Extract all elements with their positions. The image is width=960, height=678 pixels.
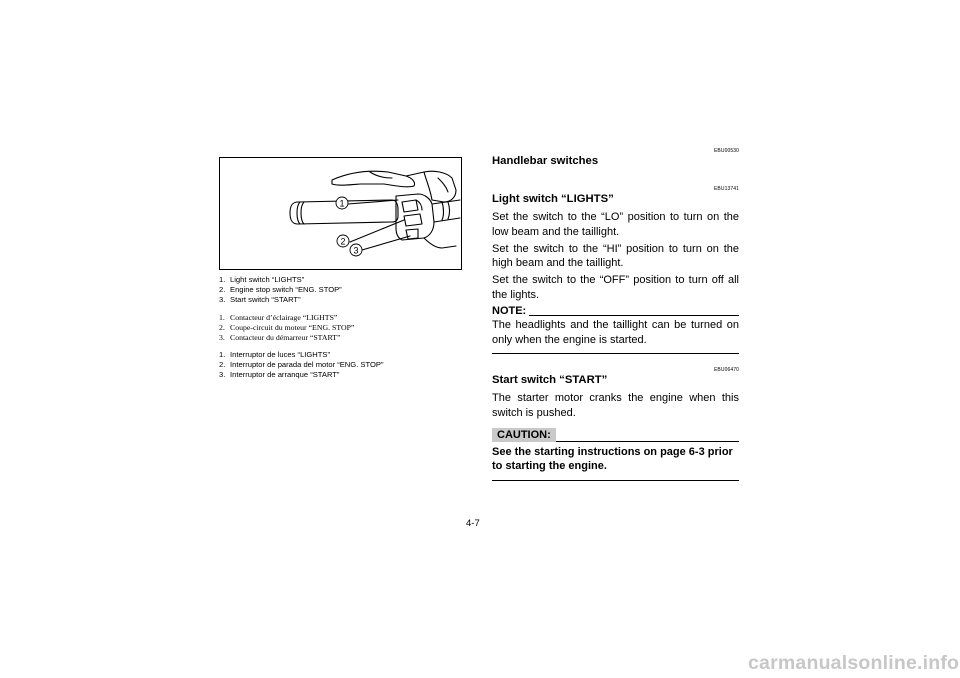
- caption-item: 2. Coupe-circuit du moteur “ENG. STOP”: [219, 323, 355, 332]
- watermark: carmanualsonline.info: [748, 652, 960, 674]
- caption-text: Interruptor de arranque “START”: [230, 370, 340, 379]
- caution-end-rule: [492, 480, 739, 481]
- section-code: EBU06470: [714, 367, 739, 373]
- note-text: The headlights and the taillight can be turned on only when the engine is started.: [492, 318, 739, 346]
- caution-header: [492, 428, 739, 442]
- section-title: Light switch “LIGHTS”: [492, 193, 614, 205]
- caption-text: Start switch “START”: [230, 295, 301, 304]
- caption-item: 1. Interruptor de luces “LIGHTS”: [219, 350, 331, 359]
- caption-item: 1. Light switch “LIGHTS”: [219, 275, 305, 284]
- captions-spanish: [219, 350, 469, 380]
- paragraph: The starter motor cranks the engine when this switch is pushed.: [492, 392, 739, 419]
- handlebar-figure: [219, 157, 462, 270]
- captions-english: [219, 275, 469, 305]
- caption-text: Interruptor de parada del motor “ENG. STOP”: [230, 360, 384, 369]
- note-end-rule: [492, 353, 739, 354]
- paragraph: Set the switch to the “OFF” position to turn off all the lights.: [492, 274, 739, 301]
- note-rule: [529, 315, 739, 316]
- section-code: EBU00530: [714, 148, 739, 154]
- caption-text: Engine stop switch “ENG. STOP”: [230, 285, 342, 294]
- note-label: NOTE:: [492, 304, 527, 317]
- caption-item: 2. Interruptor de parada del motor “ENG. STOP”: [219, 360, 384, 369]
- caption-text: Light switch “LIGHTS”: [230, 275, 305, 284]
- figure-callout-2: 2: [340, 236, 346, 247]
- section-handlebar: [492, 148, 739, 168]
- figure-callout-1: 1: [339, 198, 345, 209]
- caption-text: Coupe-circuit du moteur “ENG. STOP”: [230, 323, 355, 332]
- caption-item: 3. Contacteur du démarreur “START”: [219, 333, 341, 342]
- caption-text: Interruptor de luces “LIGHTS”: [230, 350, 331, 359]
- section-code: EBU13741: [714, 186, 739, 192]
- figure-callout-3: 3: [353, 245, 359, 256]
- caution-rule: [556, 441, 739, 442]
- captions-french: [219, 313, 469, 343]
- caption-item: 3. Start switch “START”: [219, 295, 301, 304]
- section-title: Handlebar switches: [492, 155, 599, 167]
- caption-item: 2. Engine stop switch “ENG. STOP”: [219, 285, 342, 294]
- caption-item: 3. Interruptor de arranque “START”: [219, 370, 340, 379]
- caption-item: 1. Contacteur d’éclairage “LIGHTS”: [219, 313, 338, 322]
- section-start-switch: [492, 367, 739, 481]
- section-title: Start switch “START”: [492, 374, 608, 386]
- caption-text: Contacteur du démarreur “START”: [230, 333, 341, 342]
- paragraph: Set the switch to the “LO” position to turn on the low beam and the taillight.: [492, 211, 739, 238]
- note-header: [492, 305, 739, 318]
- paragraph: Set the switch to the “HI” position to turn on the high beam and the taillight.: [492, 242, 739, 270]
- caption-text: Contacteur d’éclairage “LIGHTS”: [230, 313, 338, 322]
- page-number: 4-7: [466, 518, 480, 529]
- caution-label: CAUTION:: [492, 428, 556, 442]
- section-light-switch: [492, 186, 739, 354]
- caution-text: See the starting instructions on page 6-3 prior to starting the engine.: [492, 445, 733, 473]
- handlebar-illustration: [220, 158, 461, 269]
